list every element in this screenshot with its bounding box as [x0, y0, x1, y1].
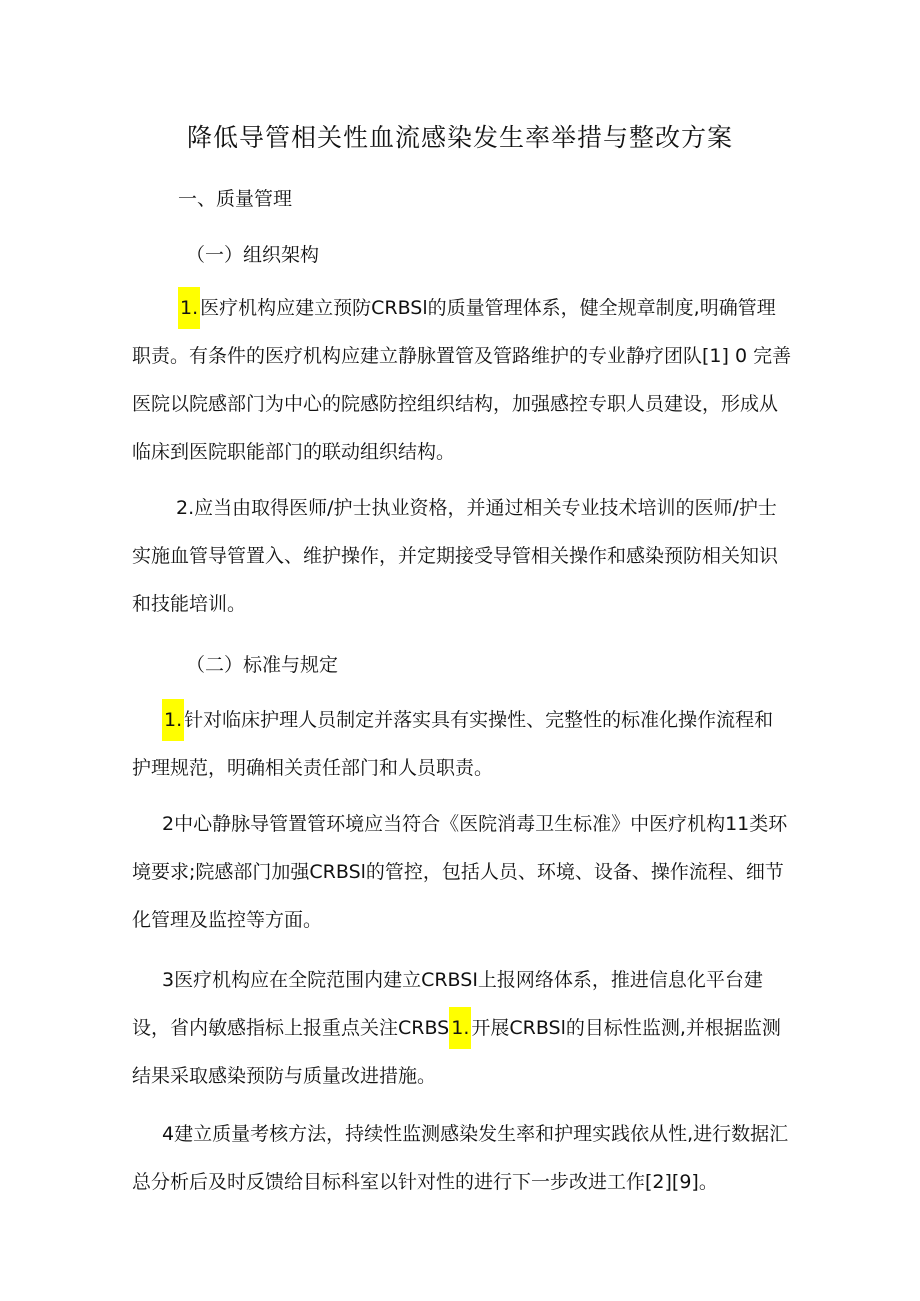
subsection-heading-standards: （二）标准与规定 — [186, 654, 339, 676]
paragraph-standards-2: 2中心静脉导管置管环境应当符合《医院消毒卫生标准》中医疗机构11类环境要求;院感部门加强CRBSl的管控，包括人员、环境、设备、操作流程、细节化管理及监控等方面。 — [132, 813, 788, 931]
paragraph-organization-2: 2.应当由取得医师/护士执业资格，并通过相关专业技术培训的医师/护士实施血管导管置入、维护操作，并定期接受导管相关操作和感染预防相关知识和技能培训。 — [132, 497, 779, 615]
highlighted-item-number: 1. — [178, 287, 200, 329]
section-heading-quality-management: 一、质量管理 — [178, 188, 293, 210]
subsection-heading-organization: （一）组织架构 — [186, 244, 320, 266]
highlighted-item-number: 1. — [162, 699, 184, 741]
paragraph-standards-1 — [132, 696, 792, 792]
paragraph-organization-1 — [132, 284, 792, 476]
paragraph-standards-4: 4建立质量考核方法，持续性监测感染发生率和护理实践依从性,进行数据汇总分析后及时反馈给目标科室以针对性的进行下一步改进工作[2][9]。 — [132, 1123, 789, 1193]
paragraph-standards-3 — [132, 956, 792, 1100]
paragraph-text: 医疗机构应建立预防CRBSl的质量管理体系，健全规章制度,明确管理职责。有条件的医疗机构应建立静脉置管及管路维护的专业静疗团队[1] 0 完善医院以院感部门为中心的院感防控组织结构，加强感控专职人员建设，形成从临床到医院职能部门的联动组织结构。 — [132, 297, 792, 463]
document-title: 降低导管相关性血流感染发生率举措与整改方案 — [186, 123, 733, 152]
paragraph-text: 针对临床护理人员制定并落实具有实操性、完整性的标准化操作流程和护理规范，明确相关责任部门和人员职责。 — [132, 709, 774, 779]
highlighted-item-number: 1. — [449, 1007, 471, 1049]
paragraph-text: 开展CRBSl的目标性监测,并根据监测结果采取感染预防与质量改进措施。 — [132, 1017, 781, 1087]
paragraph-text: 3医疗机构应在全院范围内建立CRBSI上报网络体系，推进信息化平台建设，省内敏感指标上报重点关注CRBS — [132, 969, 763, 1039]
